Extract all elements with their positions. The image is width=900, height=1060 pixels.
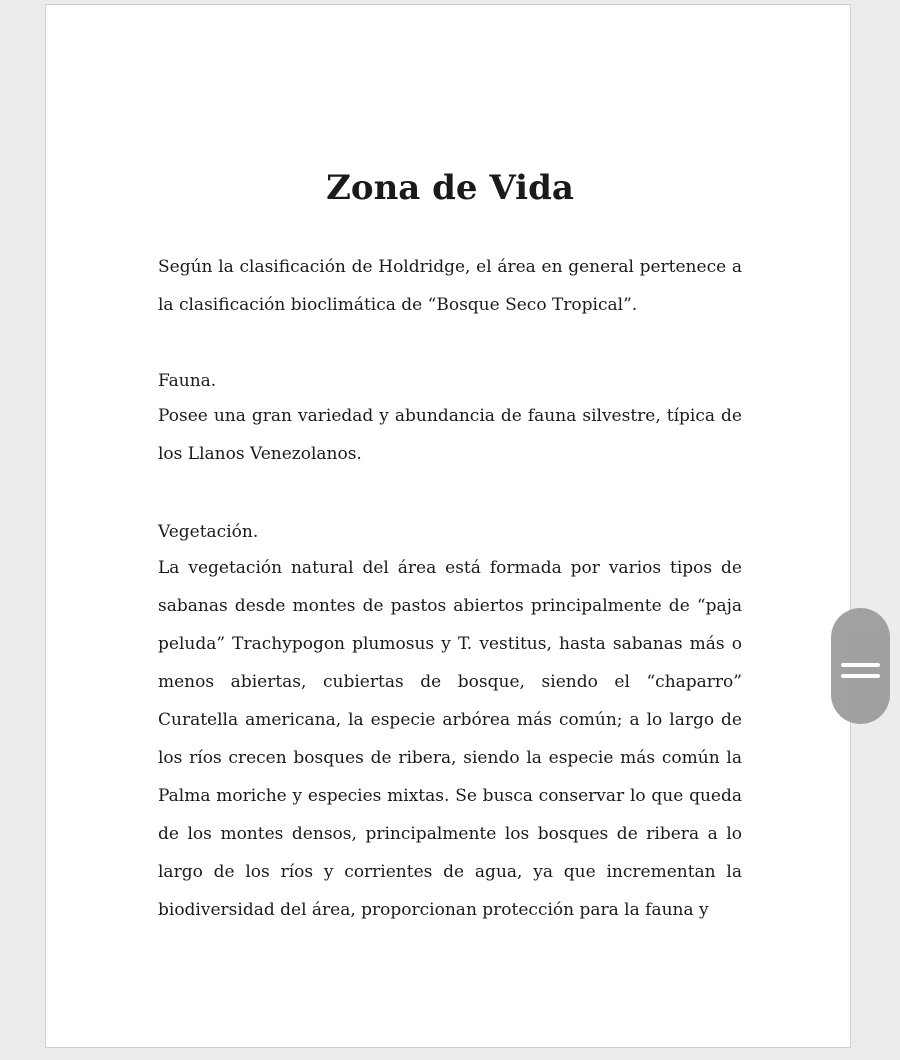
vegetacion-paragraph: La vegetación natural del área está formada por varios tipos de sabanas desde montes de pastos abiertos principalmente de “paja peluda” Trachypogon plumosus y T. vestitus, hasta sabanas más o menos abiertas, cubiertas de bosque, siendo el “chaparro” Curatella americana, la especie arbórea más común; a lo largo de los ríos crecen bosques de ribera, siendo la especie más común la Palma moriche y especies mixtas. Se busca conservar lo que queda de los montes densos, principalmente los bosques de ribera a lo largo de los ríos y corrientes de agua, ya que incrementan la biodiversidad del área, proporcionan protección para la fauna y (158, 558, 742, 920)
intro-paragraph: Según la clasificación de Holdridge, el área en general pertenece a la clasificación bioclimática de “Bosque Seco Tropical”. (158, 257, 742, 315)
vegetacion-heading: Vegetación. (158, 522, 259, 542)
page-title: Zona de Vida (326, 168, 574, 208)
fauna-heading: Fauna. (158, 371, 217, 391)
fauna-paragraph: Posee una gran variedad y abundancia de fauna silvestre, típica de los Llanos Venezolanos. (158, 406, 742, 464)
drag-handle-icon-line (841, 674, 880, 678)
scroll-handle[interactable] (831, 608, 890, 724)
document-page (45, 4, 851, 1048)
drag-handle-icon (841, 663, 880, 667)
